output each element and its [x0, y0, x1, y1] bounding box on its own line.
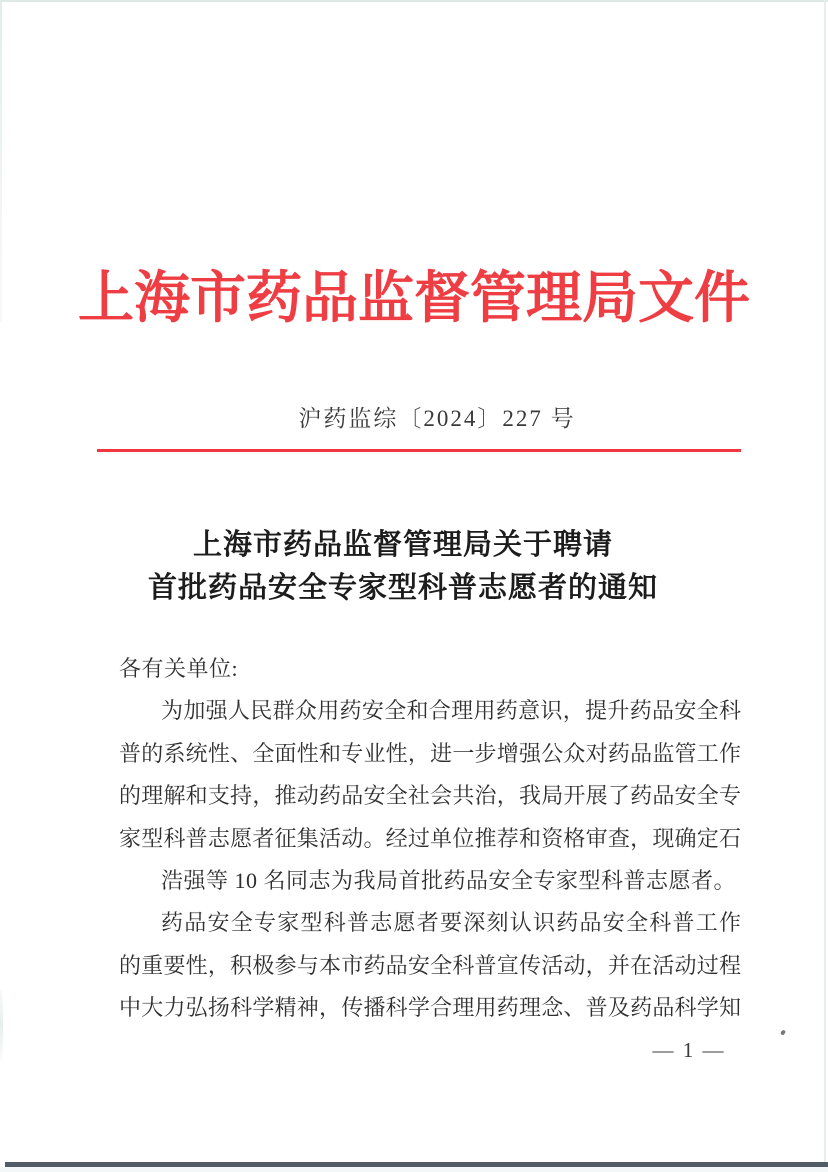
agency-header-title: 上海市药品监督管理局文件 [78, 268, 750, 330]
body-text-line: 中大力弘扬科学精神，传播科学合理用药理念、普及药品科学知 [119, 995, 741, 1021]
document-title-line-1: 上海市药品监督管理局关于聘请 [192, 529, 613, 561]
document-body [119, 648, 741, 1030]
body-text-line: 浩强等 10 名同志为我局首批药品安全专家型科普志愿者。 [161, 868, 737, 894]
document-title [0, 524, 828, 610]
body-text-line: 家型科普志愿者征集活动。经过单位推荐和资格审查，现确定石 [119, 825, 741, 851]
body-text-line: 的理解和支持，推动药品安全社会共治，我局开展了药品安全专 [119, 783, 741, 809]
body-text-line: 药品安全专家型科普志愿者要深刻认识药品安全科普工作 [161, 910, 741, 936]
salutation-line: 各有关单位: [119, 656, 239, 681]
body-text-line: 为加强人民群众用药安全和合理用药意识，提升药品安全科 [161, 698, 741, 724]
page-edge-bottom-under [0, 1167, 828, 1172]
page-number: — 1 — [652, 1038, 726, 1062]
scan-speckle [780, 1029, 786, 1035]
red-divider-rule [97, 449, 741, 452]
page-edge-left-curl [0, 990, 3, 1060]
document-number: 沪药监综〔2024〕227 号 [298, 406, 576, 431]
page-edge-top [0, 0, 828, 2]
body-text-line: 的重要性，积极参与本市药品安全科普宣传活动，并在活动过程 [119, 952, 741, 978]
document-title-line-2: 首批药品安全专家型科普志愿者的通知 [147, 572, 658, 604]
body-text-line: 普的系统性、全面性和专业性，进一步增强公众对药品监管工作 [119, 740, 741, 766]
